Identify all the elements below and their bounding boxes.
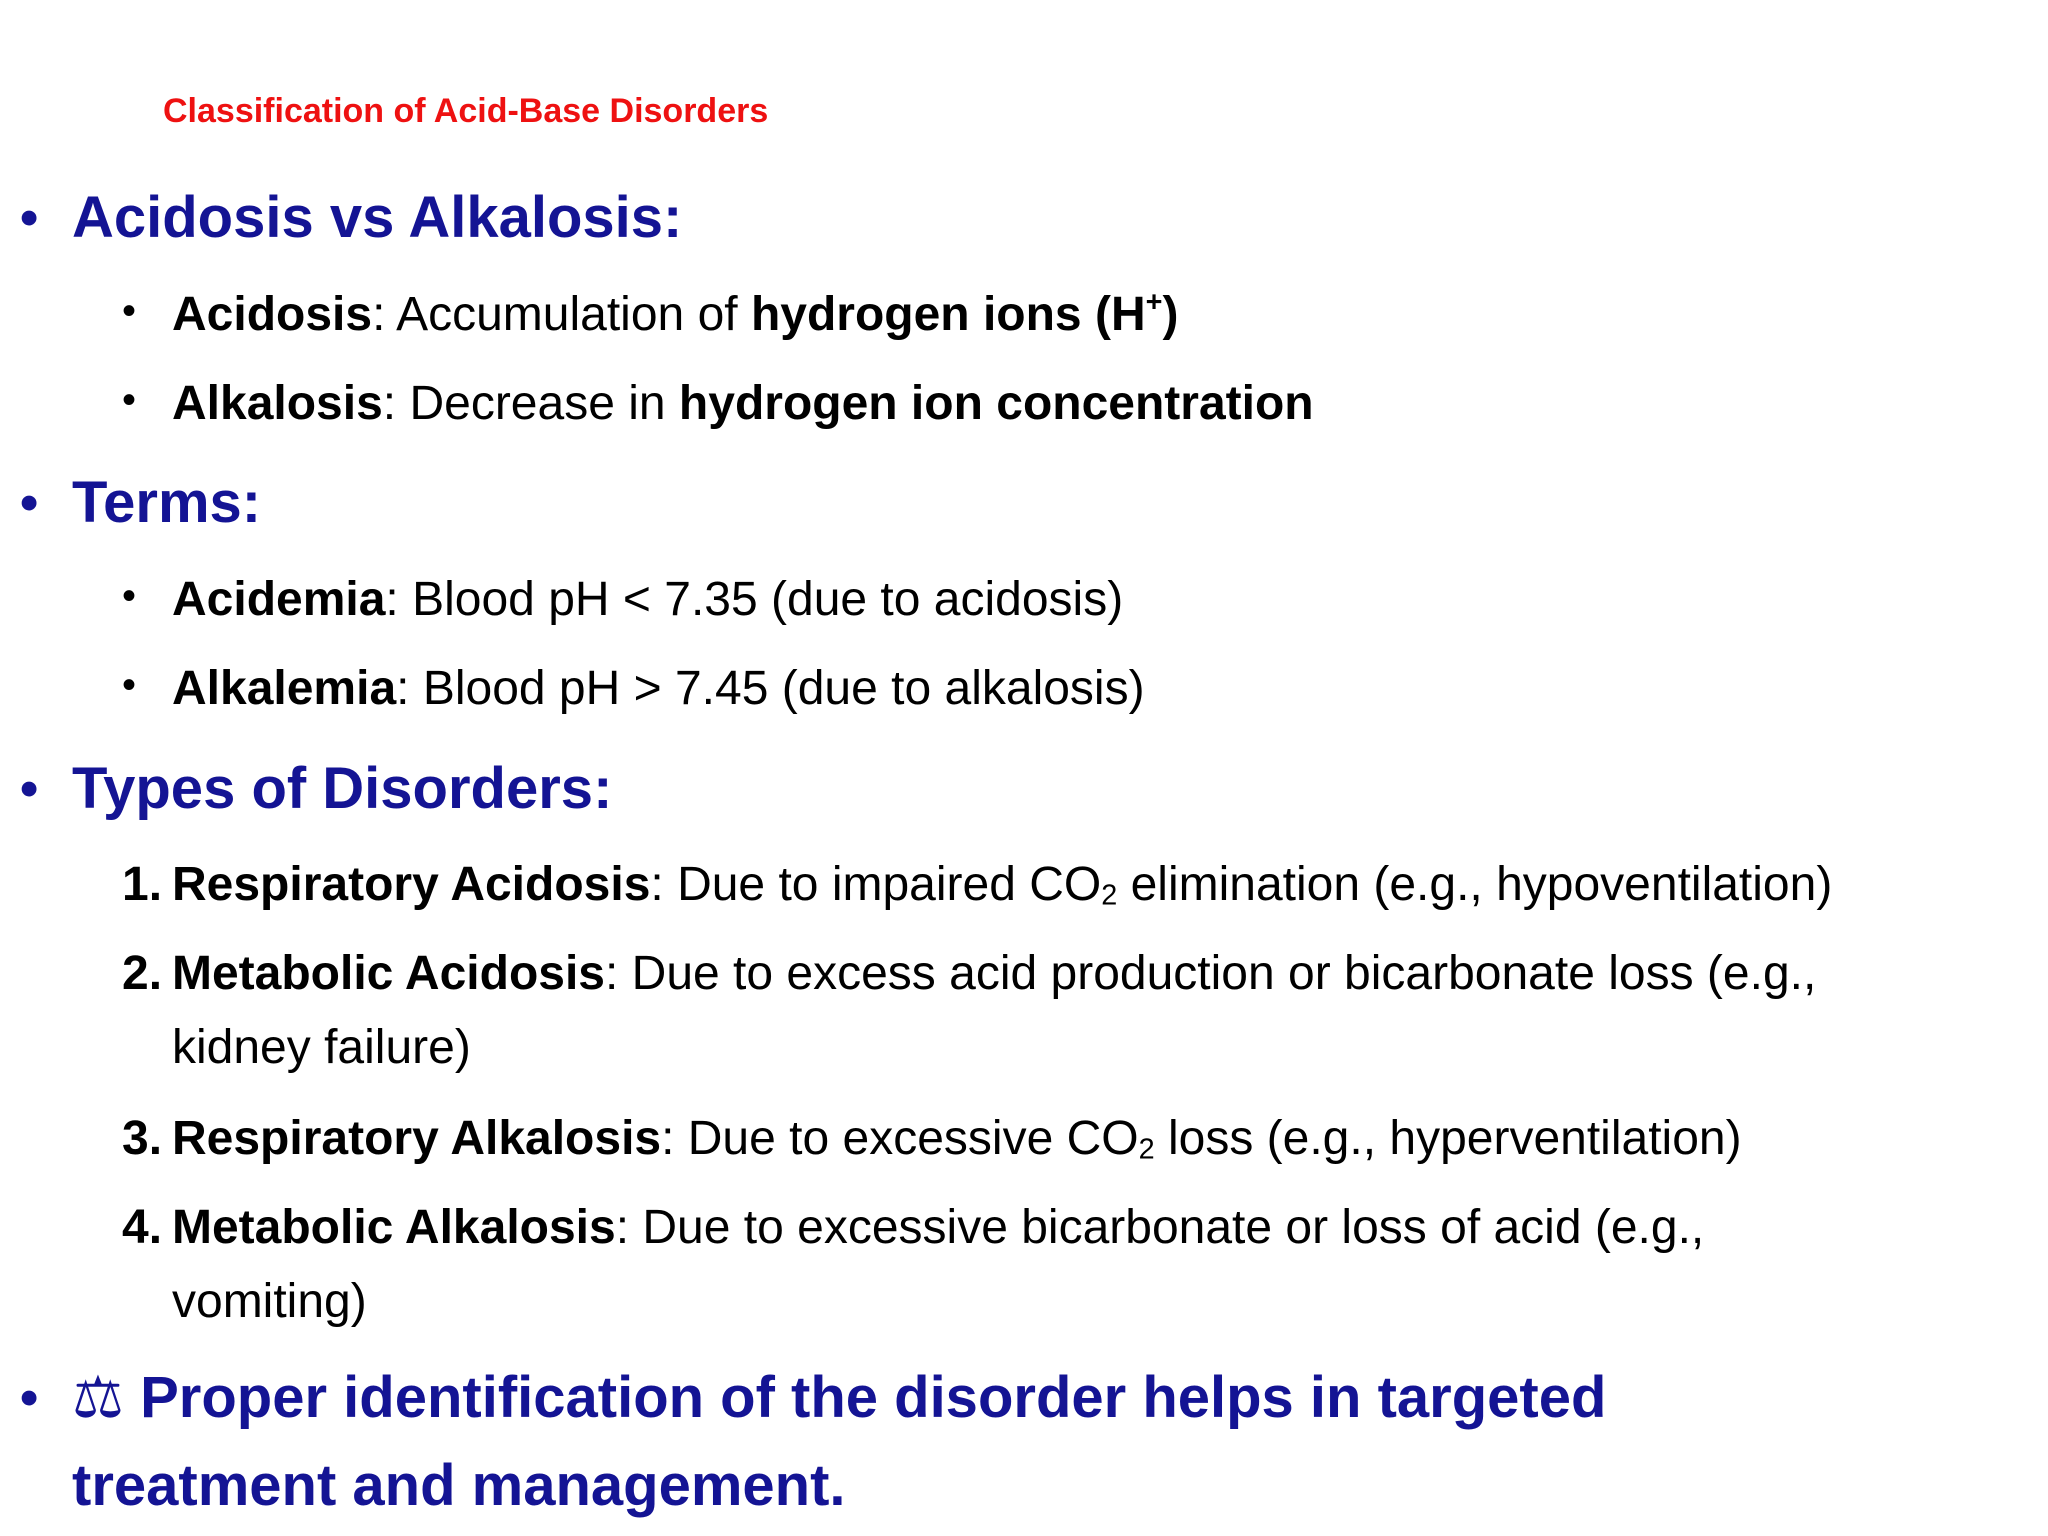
list-item-acidemia	[122, 570, 1123, 630]
item-number: 2.	[122, 947, 163, 1000]
item-text	[172, 374, 1314, 434]
definition-text: Blood pH < 7.35 (due to acidosis)	[412, 573, 1124, 626]
section-heading-types-of-disorders	[20, 745, 612, 833]
conclusion-statement	[20, 1354, 1606, 1530]
definition-line-2: vomiting)	[172, 1275, 367, 1328]
emphasis-end: )	[1162, 288, 1179, 341]
separator: :	[372, 288, 397, 341]
section-heading-acidosis-vs-alkalosis	[20, 174, 682, 262]
list-item-alkalemia	[122, 659, 1145, 719]
subscript: 2	[1138, 1133, 1155, 1166]
conclusion-line-1: Proper identification of the disorder helps in targeted	[124, 1365, 1607, 1430]
numbered-item-metabolic-alkalosis	[122, 1191, 1704, 1339]
list-item-alkalosis	[122, 374, 1314, 434]
list-item-acidosis	[122, 285, 1178, 345]
item-number: 4.	[122, 1201, 163, 1254]
item-text	[172, 659, 1145, 719]
emphasis-text: hydrogen ion concentration	[678, 377, 1314, 430]
definition-text: Due to impaired CO	[677, 858, 1102, 911]
bullet-icon: •	[122, 574, 137, 618]
separator: :	[661, 1112, 688, 1165]
slide-title: Classification of Acid-Base Disorders	[163, 92, 769, 130]
definition-text: Decrease in	[409, 377, 679, 430]
numbered-item-metabolic-acidosis	[122, 937, 1816, 1085]
item-text	[172, 1191, 1704, 1339]
subscript: 2	[1101, 879, 1118, 912]
term-label: Acidemia	[172, 573, 386, 626]
definition-line-1: Due to excess acid production or bicarbonate loss (e.g.,	[631, 947, 1817, 1000]
item-text	[172, 937, 1816, 1085]
definition-line-1: Due to excessive bicarbonate or loss of acid (e.g.,	[642, 1201, 1705, 1254]
item-text	[172, 1102, 1742, 1176]
separator: :	[604, 947, 632, 1000]
numbered-item-respiratory-alkalosis	[122, 1102, 1742, 1176]
definition-text: Accumulation of	[396, 288, 751, 341]
term-label: Respiratory Alkalosis	[172, 1112, 662, 1165]
separator: :	[385, 573, 413, 626]
bullet-icon: •	[20, 760, 39, 818]
bullet-icon: •	[122, 289, 137, 333]
emphasis-text: hydrogen ions (H	[750, 288, 1146, 341]
item-text	[172, 570, 1123, 630]
item-number: 3.	[122, 1112, 163, 1165]
section-heading-terms	[20, 459, 261, 547]
term-label: Metabolic Alkalosis	[172, 1201, 616, 1254]
term-label: Acidosis	[172, 288, 373, 341]
term-label: Respiratory Acidosis	[172, 858, 651, 911]
bullet-icon: •	[20, 474, 39, 532]
item-text	[172, 285, 1178, 345]
term-label: Metabolic Acidosis	[172, 947, 605, 1000]
term-label: Alkalemia	[172, 662, 397, 715]
definition-text-cont: loss (e.g., hyperventilation)	[1154, 1112, 1742, 1165]
definition-line-2: kidney failure)	[172, 1021, 471, 1074]
bullet-icon: •	[122, 663, 137, 707]
superscript: +	[1145, 286, 1163, 319]
separator: :	[650, 858, 678, 911]
balance-scale-icon: ⚖	[72, 1365, 124, 1430]
numbered-item-respiratory-acidosis	[122, 848, 1832, 922]
separator: :	[396, 662, 423, 715]
heading-text: Terms:	[72, 470, 262, 535]
definition-text: Blood pH > 7.45 (due to alkalosis)	[422, 662, 1145, 715]
heading-text: Acidosis vs Alkalosis:	[72, 185, 683, 250]
bullet-icon: •	[20, 189, 39, 247]
definition-text-cont: elimination (e.g., hypoventilation)	[1117, 858, 1833, 911]
item-text	[172, 848, 1832, 922]
separator: :	[615, 1201, 643, 1254]
bullet-icon: •	[20, 1369, 39, 1427]
item-number: 1.	[122, 858, 163, 911]
definition-text: Due to excessive CO	[687, 1112, 1139, 1165]
bullet-icon: •	[122, 378, 137, 422]
conclusion-line-2: treatment and management.	[72, 1453, 846, 1518]
term-label: Alkalosis	[172, 377, 383, 430]
conclusion-text	[72, 1354, 1606, 1530]
separator: :	[382, 377, 410, 430]
heading-text: Types of Disorders:	[72, 756, 613, 821]
